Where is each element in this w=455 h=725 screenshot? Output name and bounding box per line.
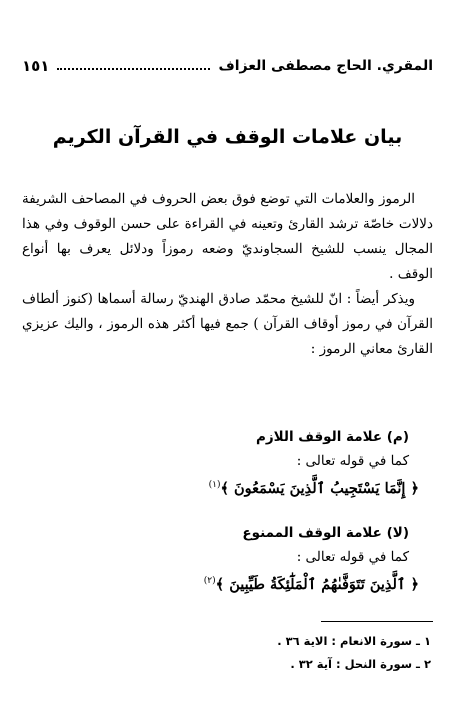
quran-verse xyxy=(22,569,433,597)
running-header xyxy=(22,52,433,80)
quran-verse xyxy=(22,473,433,501)
page-number: ١٥١ xyxy=(22,57,50,75)
footnote: ٢ ـ سورة النحل : آية ٣٢ . xyxy=(290,657,431,671)
dotted-leader xyxy=(57,68,210,70)
verse-text: ﴿ ٱلَّذِينَ تَتَوَفَّىٰهُمُ ٱلْمَلَٰٓئِكَةُ طَيِّبِينَ ﴾ xyxy=(215,575,419,593)
footnote-ref: (٢) xyxy=(203,576,216,586)
body-text xyxy=(22,187,433,362)
section-heading: (م) علامة الوقف اللازم xyxy=(255,429,409,445)
section-heading: (لا) علامة الوقف الممنوع xyxy=(242,525,409,541)
stop-sign-section xyxy=(22,521,433,597)
footnote-ref: (١) xyxy=(208,480,221,490)
chapter-title: بيان علامات الوقف في القرآن الكريم xyxy=(52,126,403,148)
footnote-divider xyxy=(321,621,433,622)
footnotes xyxy=(22,630,433,676)
section-intro: كما في قوله تعالى : xyxy=(296,453,409,469)
stop-sign-section xyxy=(22,425,433,501)
section-intro: كما في قوله تعالى : xyxy=(296,549,409,565)
paragraph: الرموز والعلامات التي توضع فوق بعض الحروف في المصاحف الشريفة دلالات خاصّة ترشد القارئ وتعينه في القراءة على حسن الوقوف وفي هذا المجال ينسب للشيخ السجاونديّ وضعه رموزاً ودلائل يعرف بها أنواع الوقف . xyxy=(22,191,433,282)
verse-text: ﴿ إِنَّمَا يَسْتَجِيبُ ٱلَّذِينَ يَسْمَعُونَ ﴾ xyxy=(220,479,419,497)
footnote: ١ ـ سورة الانعام : الاية ٣٦ . xyxy=(277,634,431,648)
header-author: المقري. الحاج مصطفى العزاف xyxy=(218,58,433,74)
paragraph: ويذكر أيضاً : انّ للشيخ محمّد صادق الهنديّ رسالة أسماها (كنوز ألطاف القرآن في رموز أوقاف القرآن ) جمع فيها أكثر هذه الرموز ، واليك عزيزي القارئ معاني الرموز : xyxy=(22,291,433,357)
